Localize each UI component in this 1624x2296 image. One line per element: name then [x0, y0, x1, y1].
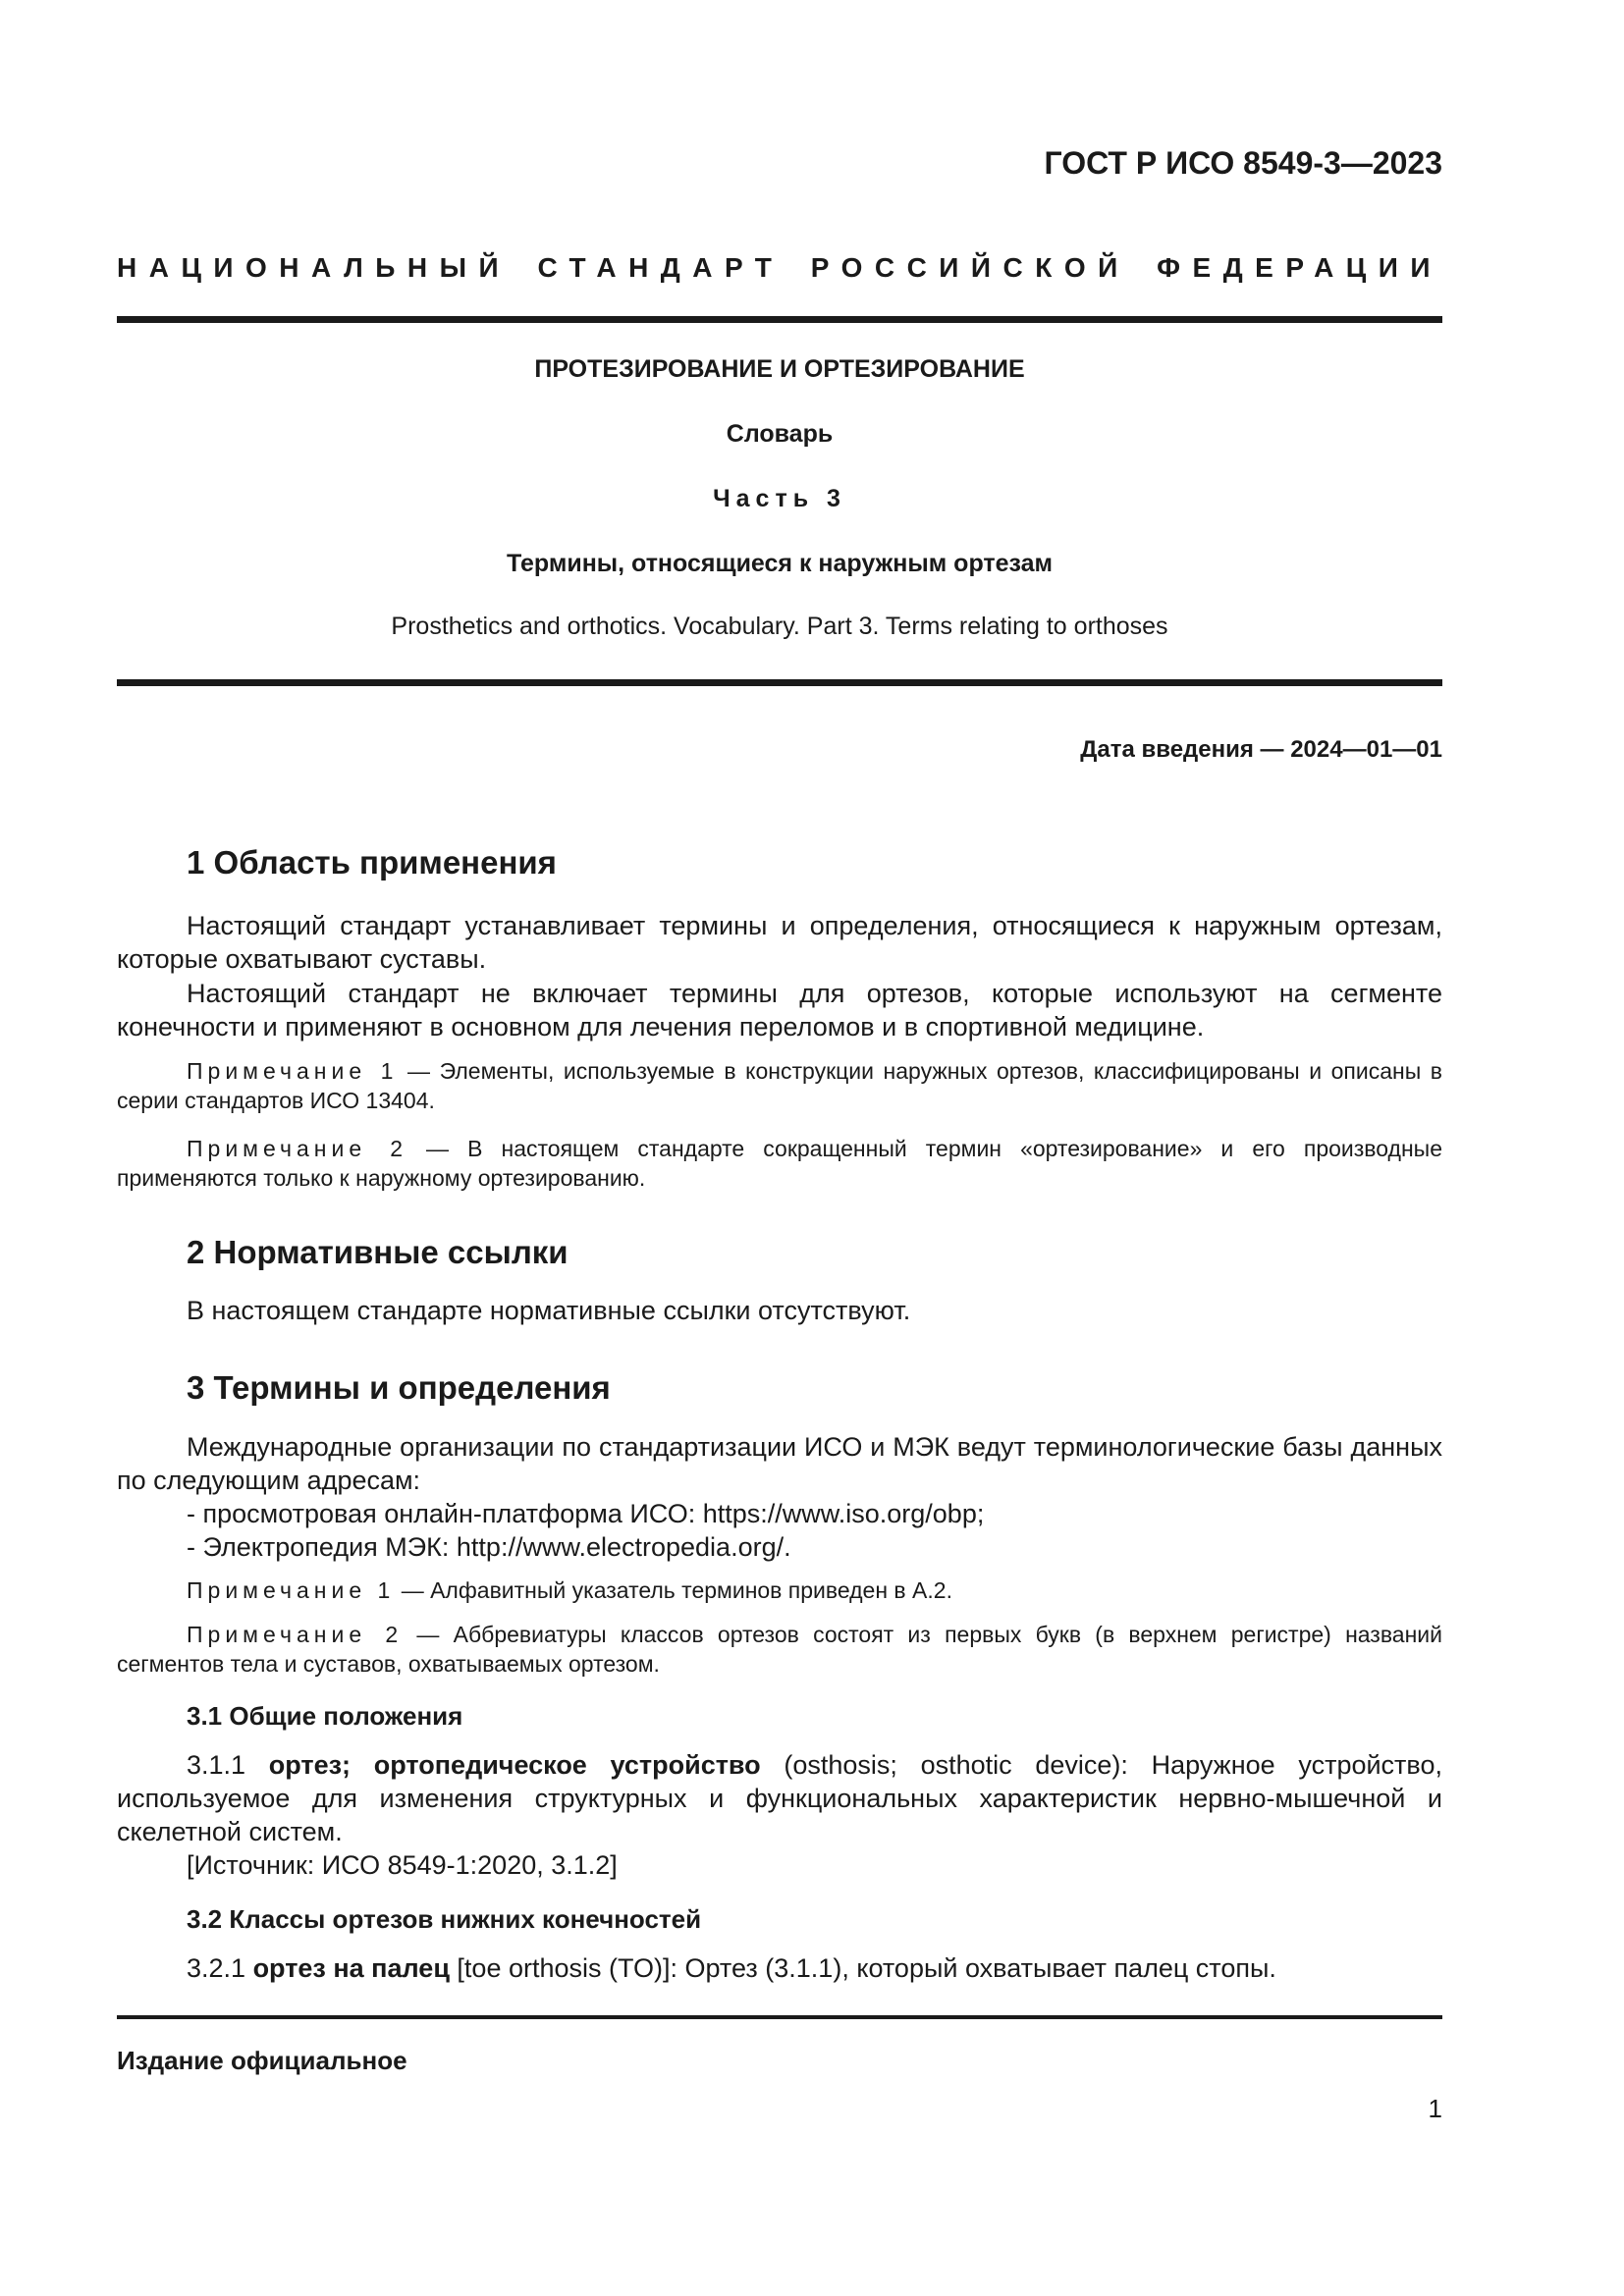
- gost-number: ГОСТ Р ИСО 8549-3—2023: [1044, 145, 1442, 181]
- title-part: Часть 3: [713, 485, 846, 512]
- section-1-paragraph-2: Настоящий стандарт не включает термины для ортезов, которые используют на сегменте конечности и применяют в основном для лечения переломов и в спортивной медицине.: [117, 979, 1442, 1041]
- term-definition: [toe orthosis (TO)]: Ортез (3.1.1), который охватывает палец стопы.: [449, 1953, 1276, 1983]
- official-edition-label: Издание официальное: [117, 2046, 407, 2075]
- note-label: Примечание 2: [187, 1622, 404, 1647]
- footer-divider: [117, 2015, 1442, 2019]
- title-subtitle: Термины, относящиеся к наружным ортезам: [506, 550, 1054, 577]
- section-1-note-2: [117, 1134, 1442, 1193]
- section-3-note-2: [117, 1620, 1442, 1679]
- title-vocabulary: Словарь: [726, 420, 834, 448]
- top-divider: [117, 316, 1442, 323]
- note-label: Примечание 2: [187, 1136, 407, 1161]
- note-text: — Элементы, используемые в конструкции наружных ортезов, классифицированы и описаны в серии стандартов ИСО 13404.: [117, 1058, 1442, 1113]
- introduction-date: Дата введения — 2024—01—01: [1080, 736, 1442, 763]
- subsection-3-2-heading: 3.2 Классы ортезов нижних конечностей: [187, 1904, 702, 1934]
- section-2-paragraph-1: В настоящем стандарте нормативные ссылки отсутствуют.: [187, 1296, 911, 1325]
- national-standard-banner: НАЦИОНАЛЬНЫЙ СТАНДАРТ РОССИЙСКОЙ ФЕДЕРАЦИИ: [117, 252, 1442, 283]
- title-divider: [117, 679, 1442, 686]
- term-3-2-1: [117, 1951, 1442, 1985]
- note-text: — Алфавитный указатель терминов приведен в А.2.: [395, 1577, 952, 1603]
- section-1-heading: 1 Область применения: [187, 844, 557, 881]
- list-item: - Электропедия МЭК: http://www.electropedia.org/.: [187, 1532, 791, 1562]
- term-name: ортез; ортопедическое устройство: [268, 1750, 761, 1780]
- title-english: Prosthetics and orthotics. Vocabulary. Part 3. Terms relating to orthoses: [391, 613, 1168, 640]
- term-number: 3.1.1: [187, 1750, 269, 1780]
- section-3-note-1: [117, 1575, 1442, 1605]
- section-2-heading: 2 Нормативные ссылки: [187, 1234, 568, 1270]
- note-label: Примечание 1: [187, 1058, 399, 1084]
- term-name: ортез на палец: [252, 1953, 450, 1983]
- page-number: 1: [1428, 2094, 1442, 2123]
- term-3-1-1: [117, 1748, 1442, 1848]
- list-item: - просмотровая онлайн-платформа ИСО: https://www.iso.org/obp;: [187, 1499, 985, 1528]
- section-3-heading: 3 Термины и определения: [187, 1369, 611, 1406]
- section-1-note-1: [117, 1056, 1442, 1115]
- section-3-paragraph-1: Международные организации по стандартизации ИСО и МЭК ведут терминологические базы данных по следующим адресам:: [117, 1432, 1442, 1495]
- subsection-3-1-heading: 3.1 Общие положения: [187, 1701, 463, 1731]
- section-1-paragraph-1: Настоящий стандарт устанавливает термины и определения, относящиеся к наружным ортезам, которые охватывают суставы.: [117, 911, 1442, 974]
- note-label: Примечание 1: [187, 1577, 396, 1603]
- note-text: — Аббревиатуры классов ортезов состоят из первых букв (в верхнем регистре) названий сегментов тела и суставов, охватываемых ортезом.: [117, 1622, 1442, 1677]
- note-text: — В настоящем стандарте сокращенный термин «ортезирование» и его производные применяются только к наружному ортезированию.: [117, 1136, 1442, 1191]
- term-source: [Источник: ИСО 8549-1:2020, 3.1.2]: [187, 1850, 618, 1880]
- term-number: 3.2.1: [187, 1953, 253, 1983]
- title-main: ПРОТЕЗИРОВАНИЕ И ОРТЕЗИРОВАНИЕ: [534, 355, 1025, 383]
- term-definition: (osthosis; osthotic device): Наружное устройство, используемое для изменения структурных и функциональных характеристик нервно-мышечной и скелетной систем.: [117, 1750, 1442, 1846]
